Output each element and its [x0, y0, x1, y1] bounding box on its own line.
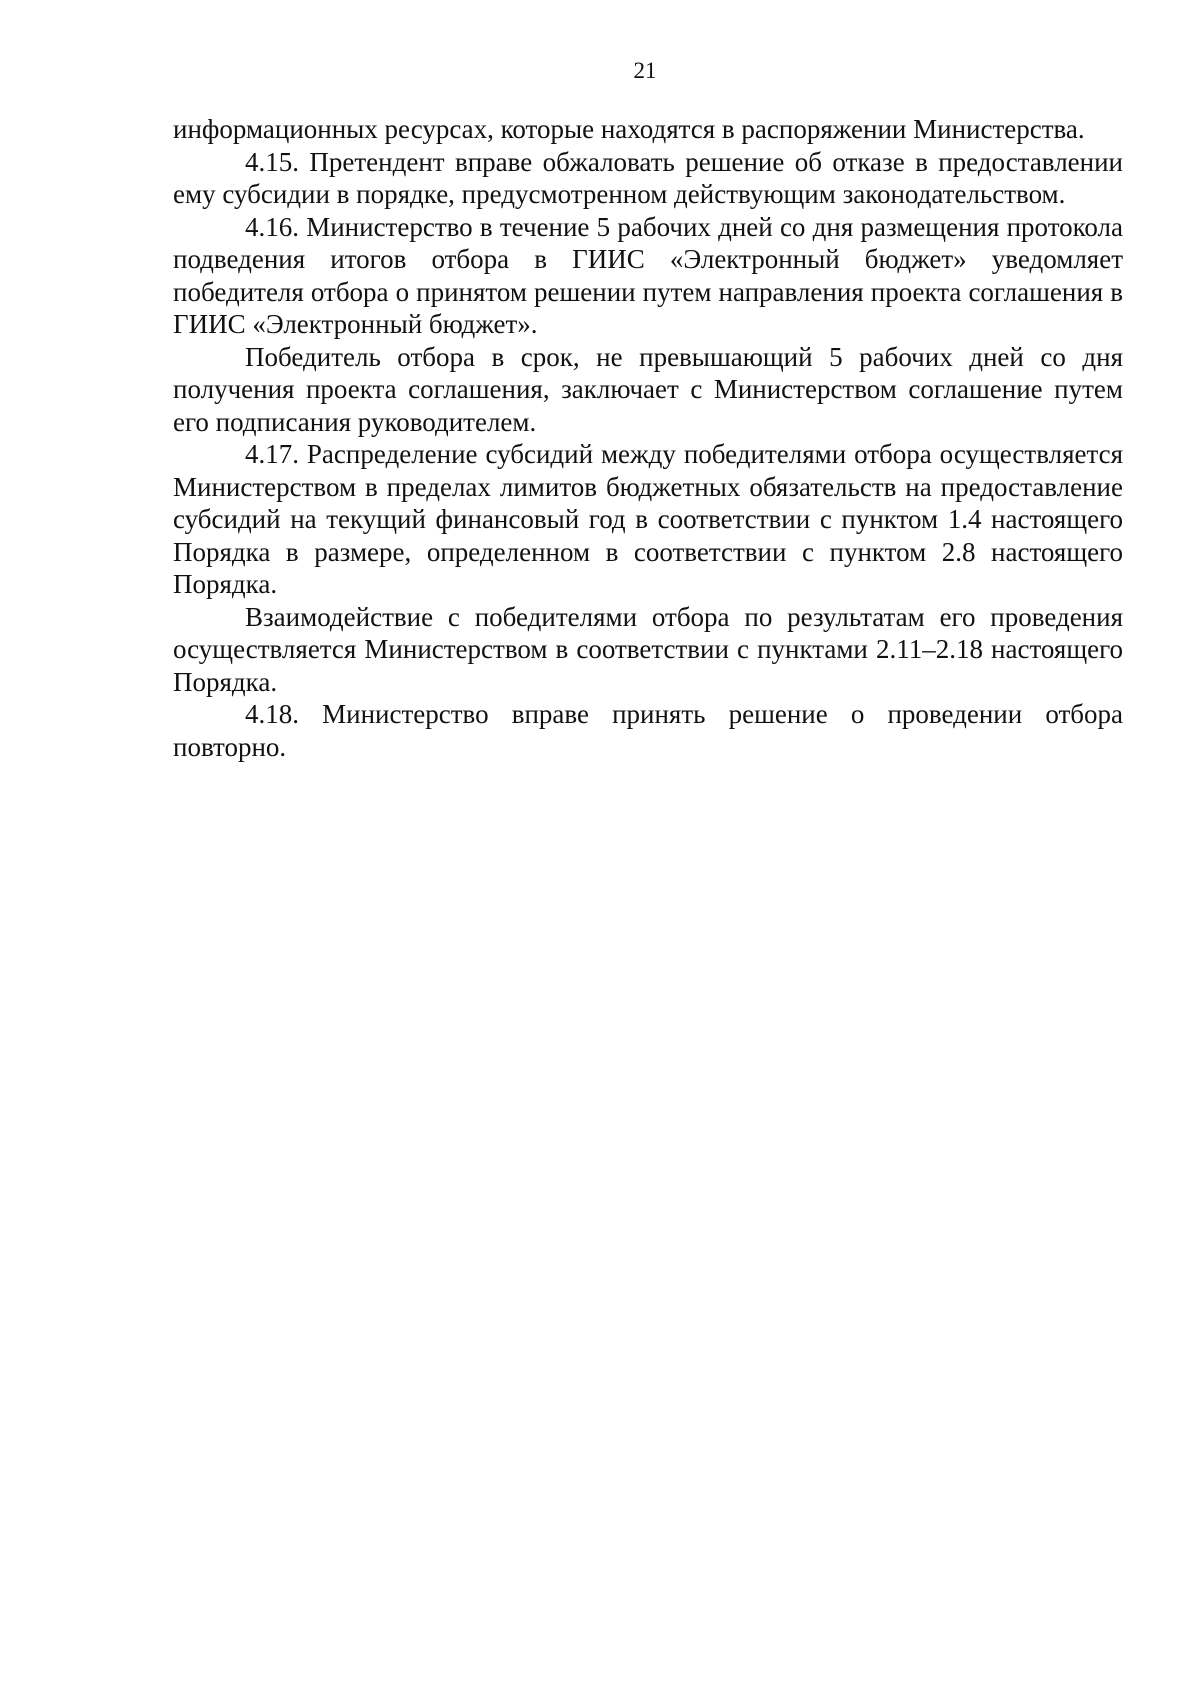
- paragraph-clause-4-15: 4.15. Претендент вправе обжаловать решение об отказе в предоставлении ему субсидии в порядке, предусмотренном действующим законодательством.: [173, 146, 1123, 209]
- paragraph-clause-4-17-interaction: Взаимодействие с победителями отбора по результатам его проведения осуществляется Министерством в соответствии с пунктами 2.11–2.18 настоящего Порядка.: [173, 601, 1123, 697]
- paragraph-clause-4-16: 4.16. Министерство в течение 5 рабочих дней со дня размещения протокола подведения итогов отбора в ГИИС «Электронный бюджет» уведомляет победителя отбора о принятом решении путем направления проекта соглашения в ГИИС «Электронный бюджет».: [173, 211, 1123, 339]
- document-body: [173, 113, 1123, 763]
- paragraph-continuation: информационных ресурсах, которые находятся в распоряжении Министерства.: [173, 114, 1085, 144]
- paragraph-clause-4-16-winner: Победитель отбора в срок, не превышающий 5 рабочих дней со дня получения проекта соглашения, заключает с Министерством соглашение путем его подписания руководителем.: [173, 341, 1123, 437]
- page-number: 21: [633, 58, 657, 83]
- paragraph-clause-4-17: 4.17. Распределение субсидий между победителями отбора осуществляется Министерством в пределах лимитов бюджетных обязательств на предоставление субсидий на текущий финансовый год в соответствии с пунктом 1.4 настоящего Порядка в размере, определенном в соответствии с пунктом 2.8 настоящего Порядка.: [173, 439, 1123, 599]
- paragraph-clause-4-18: 4.18. Министерство вправе принять решение о проведении отбора повторно.: [173, 699, 1123, 762]
